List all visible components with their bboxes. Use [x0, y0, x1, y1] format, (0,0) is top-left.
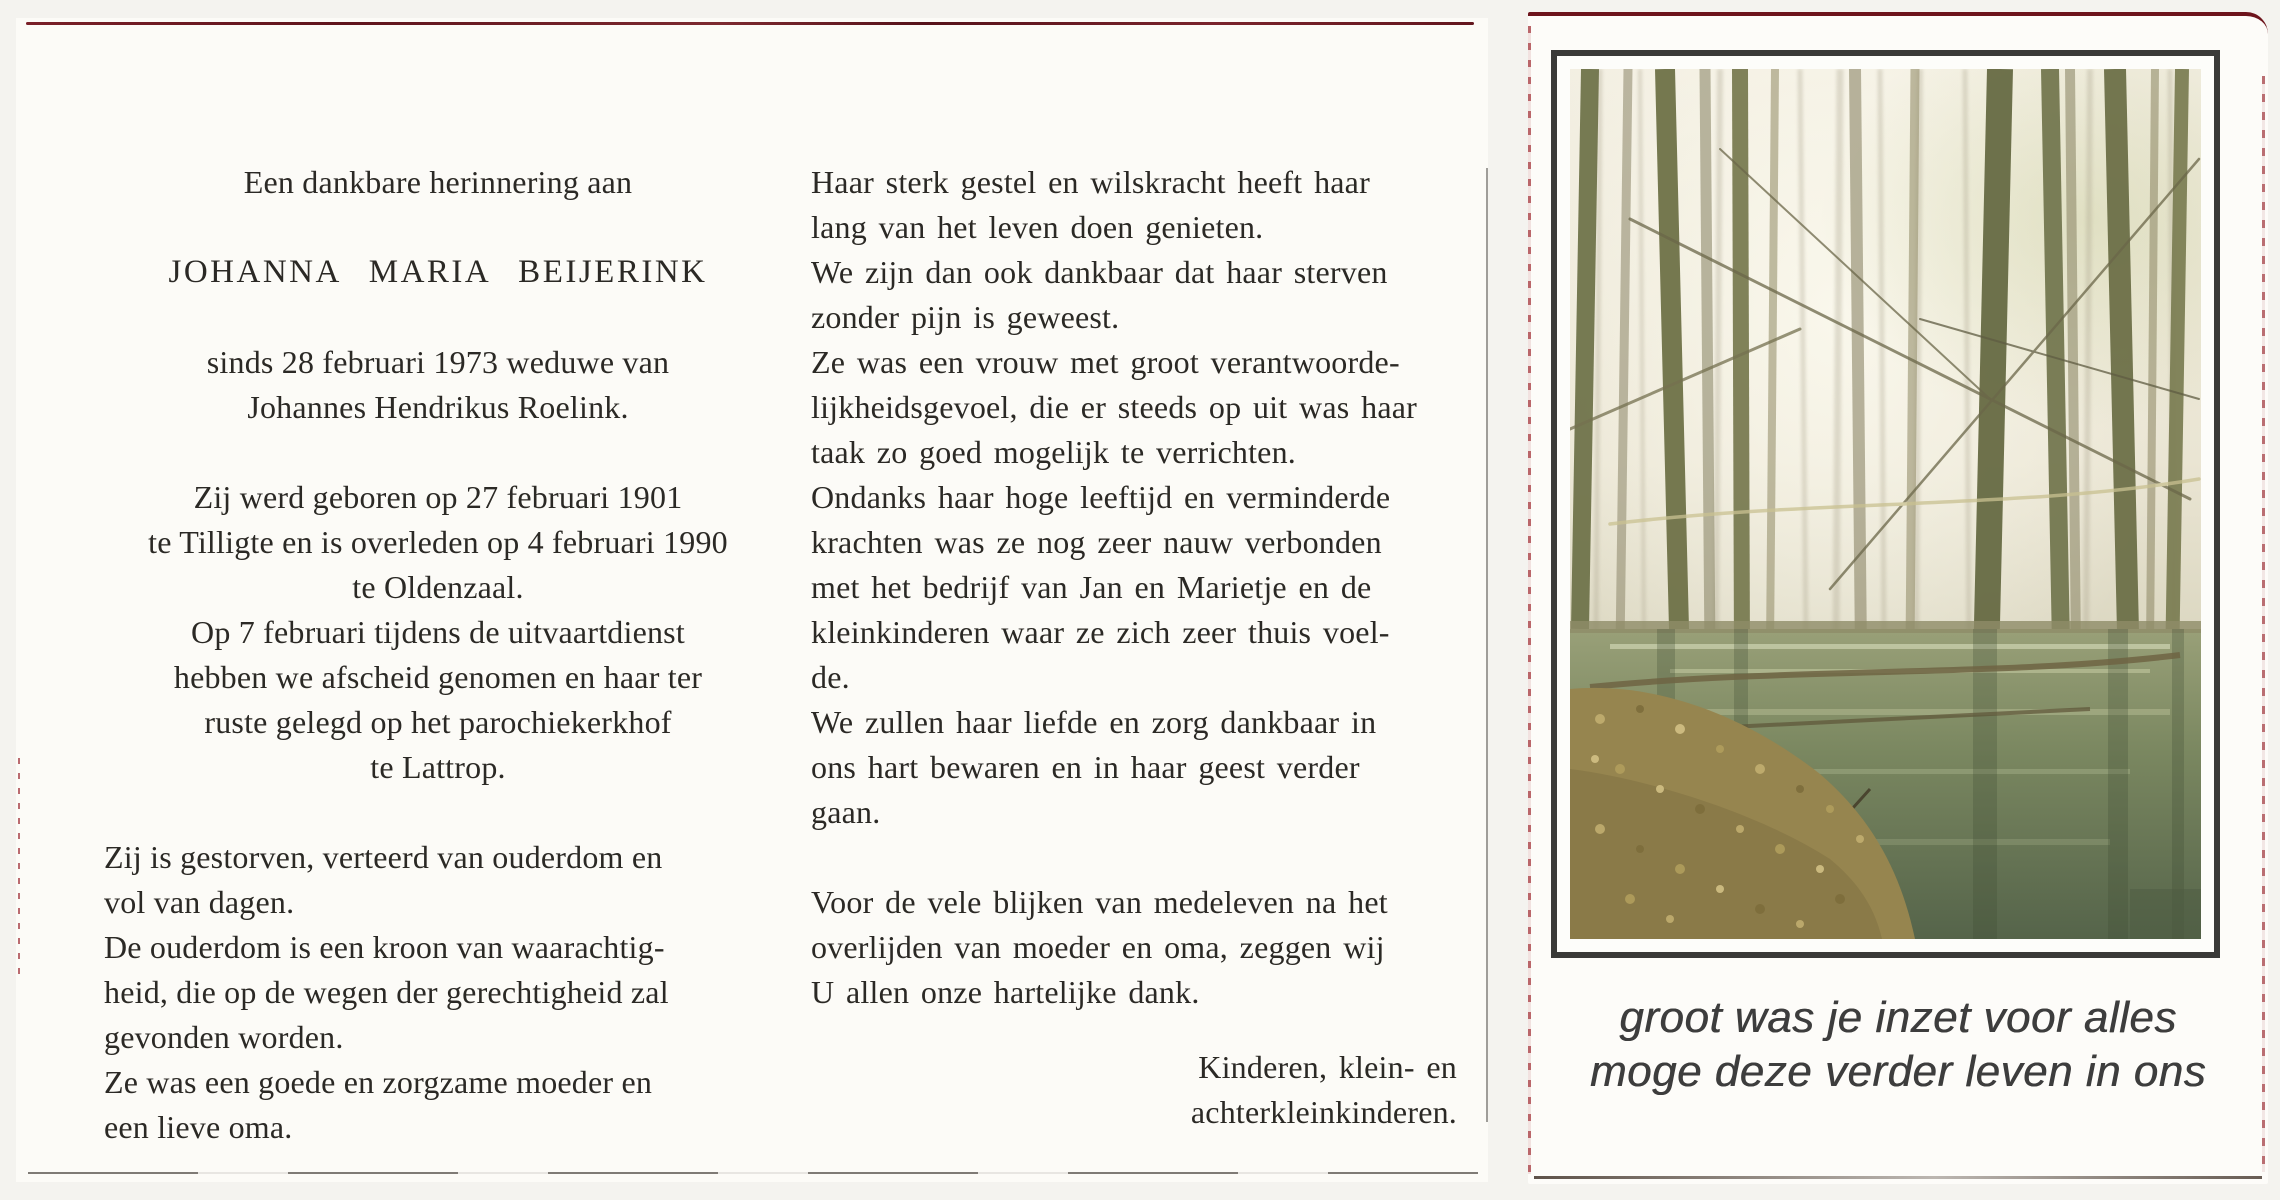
memory-block — [104, 835, 772, 1150]
text-line: krachten was ze nog zeer nauw verbonden — [811, 524, 1382, 560]
text-line: sinds 28 februari 1973 weduwe van — [206, 344, 670, 380]
memorial-text-column-1 — [104, 160, 772, 1150]
fold-mark-right — [2262, 76, 2265, 1172]
text-line: Zij werd geboren op 27 februari 1901 — [193, 479, 683, 515]
card-fold-crease — [1486, 168, 1488, 1122]
thanks-block — [811, 880, 1471, 1015]
text-line: gevonden worden. — [104, 1019, 344, 1055]
caption-line: groot was je inzet voor alles — [1619, 993, 2177, 1042]
text-line: Op 7 februari tijdens de uitvaartdienst — [191, 614, 685, 650]
card-bottom-edge — [28, 1172, 1478, 1174]
widow-block — [104, 340, 772, 430]
text-line: De ouderdom is een kroon van waarachtig- — [104, 929, 665, 965]
life-dates-block — [104, 475, 772, 790]
text-line: Johannes Hendrikus Roelink. — [247, 389, 629, 425]
forest-photo-illustration — [1570, 69, 2201, 939]
text-line: Kinderen, klein- en — [1198, 1049, 1457, 1085]
intro-line: Een dankbare herinnering aan — [243, 164, 633, 200]
text-line: met het bedrijf van Jan en Marietje en de — [811, 569, 1372, 605]
text-line: vol van dagen. — [104, 884, 295, 920]
text-line: Ondanks haar hoge leeftijd en verminderde — [811, 479, 1391, 515]
left-card — [16, 18, 1488, 1182]
text-line: achterkleinkinderen. — [1190, 1094, 1457, 1130]
fold-mark — [18, 758, 20, 978]
right-card — [1528, 12, 2268, 1184]
text-line: te Tilligte en is overleden op 4 februari 1990 — [148, 524, 728, 560]
text-line: Ze was een vrouw met groot verantwoorde- — [811, 344, 1400, 380]
text-line: zonder pijn is geweest. — [811, 299, 1120, 335]
text-line: Haar sterk gestel en wilskracht heeft haar — [811, 164, 1370, 200]
text-line: hebben we afscheid genomen en haar ter — [173, 659, 703, 695]
text-line: lijkheidsgevoel, die er steeds op uit was haar — [811, 389, 1417, 425]
text-line: heid, die op de wegen der gerechtigheid zal — [104, 974, 669, 1010]
text-line: een lieve oma. — [104, 1109, 293, 1145]
signature-block — [811, 1045, 1471, 1135]
text-line: Ze was een goede en zorgzame moeder en — [104, 1064, 653, 1100]
text-line: We zullen haar liefde en zorg dankbaar in — [811, 704, 1377, 740]
memorial-text-column-2 — [811, 160, 1471, 1135]
text-line: te Lattrop. — [370, 749, 506, 785]
card-top-edge — [26, 22, 1474, 25]
card-bottom-edge — [1534, 1176, 2262, 1179]
photo-frame — [1551, 50, 2220, 958]
photo-caption — [1548, 991, 2248, 1099]
text-line: ons hart bewaren en in haar geest verder — [811, 749, 1360, 785]
deceased-name: JOHANNA MARIA BEIJERINK — [168, 254, 708, 290]
text-line: We zijn dan ook dankbaar dat haar sterven — [811, 254, 1388, 290]
tribute-block — [811, 160, 1471, 835]
text-line: ruste gelegd op het parochiekerkhof — [204, 704, 672, 740]
text-line: lang van het leven doen genieten. — [811, 209, 1264, 245]
text-line: taak zo goed mogelijk te verrichten. — [811, 434, 1296, 470]
text-line: te Oldenzaal. — [352, 569, 524, 605]
text-line: Voor de vele blijken van medeleven na het — [811, 884, 1388, 920]
text-line: gaan. — [811, 794, 881, 830]
fold-mark-left — [1528, 26, 1531, 1174]
text-line: Zij is gestorven, verteerd van ouderdom en — [104, 839, 663, 875]
text-line: overlijden van moeder en oma, zeggen wij — [811, 929, 1385, 965]
text-line: U allen onze hartelijke dank. — [811, 974, 1200, 1010]
caption-line: moge deze verder leven in ons — [1589, 1047, 2207, 1096]
text-line: de. — [811, 659, 850, 695]
text-line: kleinkinderen waar ze zich zeer thuis voel- — [811, 614, 1390, 650]
